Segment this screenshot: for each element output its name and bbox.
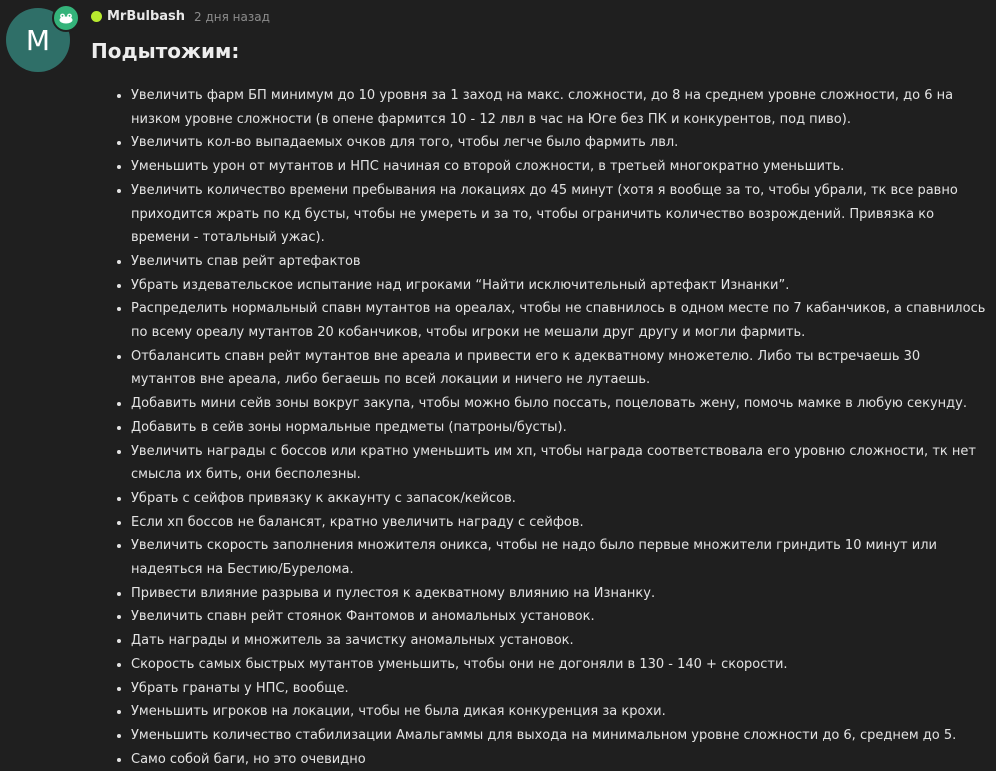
list-item: • Увеличить спав рейт артефактов — [131, 250, 986, 274]
frog-icon — [58, 12, 74, 24]
role-badge — [52, 4, 80, 32]
list-item: • Распределить нормальный спавн мутантов на ореалах, чтобы не спавнилось в одном месте по 7 кабанчиков, а спавнилось по всему ореалу мутантов 20 кобанчиков, чтобы игроки не мешали друг другу и могли фармить. — [131, 297, 986, 344]
author-name[interactable]: MrBulbash — [107, 9, 186, 24]
list-item: • Увеличить спавн рейт стоянок Фантомов и аномальных установок. — [131, 605, 986, 629]
post-header — [91, 8, 270, 25]
list-item: • Дать награды и множитель за зачистку аномальных установок. — [131, 629, 986, 653]
list-item: • Увеличить фарм БП минимум до 10 уровня за 1 заход на макс. сложности, до 8 на среднем уровне сложности, до 6 на низком уровне сложности (в опене фармится 10 - 12 лвл в час на Юге без ПК и конкурентов, под пиво). — [131, 84, 986, 131]
avatar-letter: M — [25, 23, 51, 57]
list-item: • Убрать гранаты у НПС, вообще. — [131, 677, 986, 701]
list-item: • Уменьшить количество стабилизации Амальгаммы для выхода на минимальном уровне сложности до 6, среднем до 5. — [131, 724, 986, 748]
list-item: • Уменьшить игроков на локации, чтобы не была дикая конкуренция за крохи. — [131, 700, 986, 724]
post-title: Подытожим: — [91, 39, 240, 63]
list-item: • Скорость самых быстрых мутантов уменьшить, чтобы они не догоняли в 130 - 140 + скорости. — [131, 653, 986, 677]
list-item: • Убрать с сейфов привязку к аккаунту с запасок/кейсов. — [131, 487, 986, 511]
list-item: • Уменьшить урон от мутантов и НПС начиная со второй сложности, в третьей многократно уменьшить. — [131, 155, 986, 179]
list-item: • Убрать издевательское испытание над игроками “Найти исключительный артефакт Изнанки”. — [131, 274, 986, 298]
online-status-icon — [91, 11, 102, 22]
list-item: • Само собой баги, но это очевидно — [131, 748, 986, 771]
list-item: • Увеличить количество времени пребывания на локациях до 45 минут (хотя я вообще за то, чтобы убрали, тк все равно приходится жрать по кд бусты, чтобы не умереть и за то, чтобы ограничить количество возрождений. Привязка ко времени - тотальный ужас). — [131, 179, 986, 250]
suggestion-list — [91, 84, 986, 771]
list-item: • Отбалансить спавн рейт мутантов вне ареала и привести его к адекватному множетелю. Либо ты встречаешь 30 мутантов вне ареала, либо бегаешь по всей локации и ничего не лутаешь. — [131, 345, 986, 392]
list-item: • Привести влияние разрыва и пулестоя к адекватному влиянию на Изнанку. — [131, 582, 986, 606]
list-item: • Увеличить кол-во выпадаемых очков для того, чтобы легче было фармить лвл. — [131, 131, 986, 155]
list-item: • Добавить в сейв зоны нормальные предметы (патроны/бусты). — [131, 416, 986, 440]
list-item: • Увеличить награды с боссов или кратно уменьшить им хп, чтобы награда соответствовала его уровню сложности, тк нет смысла их бить, они бесполезны. — [131, 440, 986, 487]
post-timestamp[interactable]: 2 дня назад — [194, 9, 270, 24]
list-item: • Добавить мини сейв зоны вокруг закупа, чтобы можно было поссать, поцеловать жену, помочь мамке в любую секунду. — [131, 392, 986, 416]
list-item: • Если хп боссов не балансят, кратно увеличить награду с сейфов. — [131, 511, 986, 535]
list-item: • Увеличить скорость заполнения множителя оникса, чтобы не надо было первые множители гриндить 10 минут или надеяться на Бестию/Бурелома. — [131, 534, 986, 581]
